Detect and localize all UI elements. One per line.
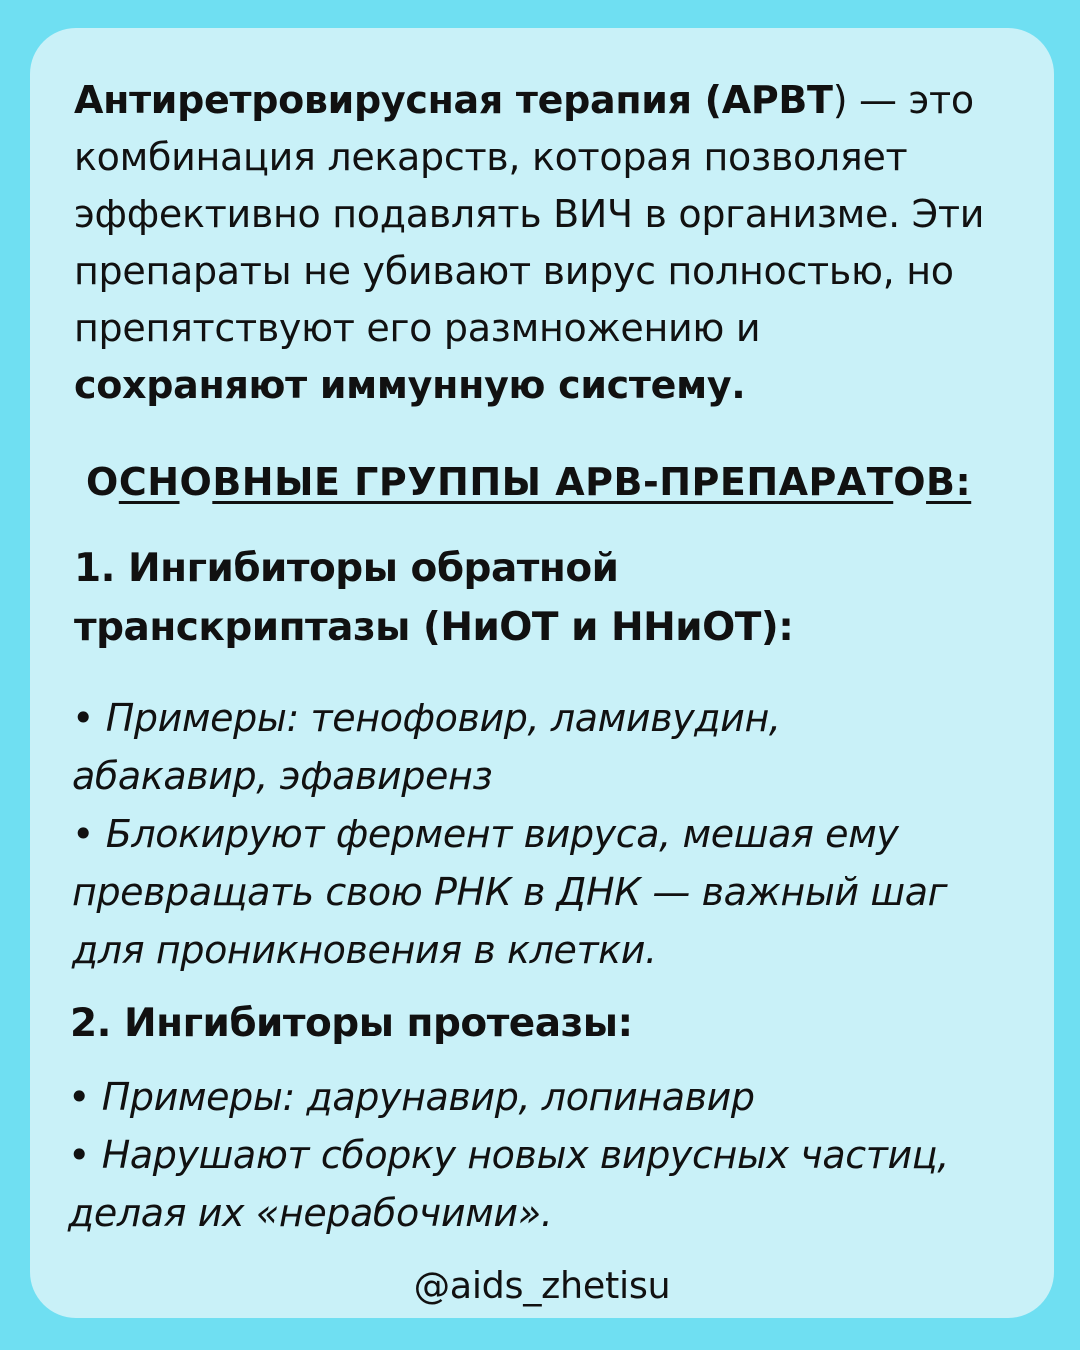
group2-title: 2. Ингибиторы протеазы: xyxy=(70,1001,633,1046)
content-card xyxy=(30,28,1054,1318)
group1-bullets xyxy=(72,689,947,979)
list-item: • Примеры: дарунавир, лопинавир xyxy=(68,1075,755,1119)
intro-line-2: комбинация лекарств, которая позволяет xyxy=(74,135,908,179)
intro-line-1: Антиретровирусная терапия (АРВТ) — это xyxy=(74,78,974,122)
list-item: превращать свою РНК в ДНК — важный шаг xyxy=(72,870,948,914)
account-handle: @aids_zhetisu xyxy=(413,1264,671,1307)
group2-bullets xyxy=(68,1068,949,1242)
intro-bold-lead: Антиретровирусная терапия (АРВТ xyxy=(74,78,833,122)
intro-line-4: препараты не убивают вирус полностью, но xyxy=(74,249,954,293)
list-item: для проникновения в клетки. xyxy=(72,928,657,972)
list-item: • Нарушают сборку новых вирусных частиц, xyxy=(68,1133,949,1177)
list-item: делая их «нерабочими». xyxy=(68,1191,553,1235)
intro-bold-tail: сохраняют иммунную систему. xyxy=(74,363,746,407)
intro-paragraph xyxy=(74,72,984,414)
section-heading: ОСНОВНЫЕ ГРУППЫ АРВ-ПРЕПАРАТОВ: xyxy=(86,460,972,504)
list-item: • Примеры: тенофовир, ламивудин, xyxy=(72,696,781,740)
list-item: абакавир, эфавиренз xyxy=(72,754,493,798)
intro-line-3: эффективно подавлять ВИЧ в организме. Эти xyxy=(74,192,985,236)
group1-title: 1. Ингибиторы обратной транскриптазы (НиОТ и ННиОТ): xyxy=(74,546,794,650)
intro-line-6 xyxy=(74,357,984,414)
list-item: • Блокируют фермент вируса, мешая ему xyxy=(72,812,899,856)
intro-line-5: препятствуют его размножению и xyxy=(74,306,761,350)
